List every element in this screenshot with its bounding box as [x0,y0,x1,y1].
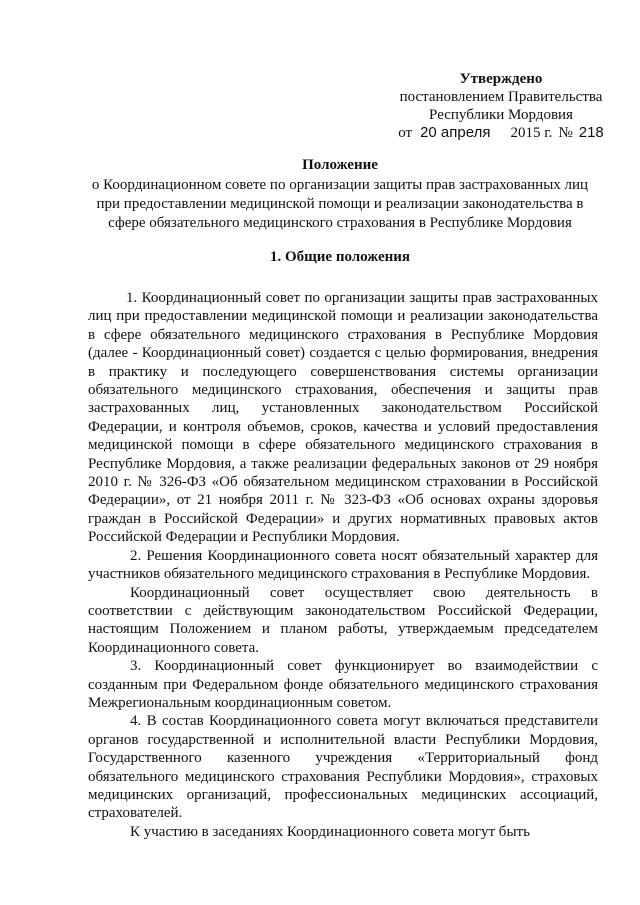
paragraph: Координационный совет осуществляет свою деятельность в соответствии с действующим законодательством Российской Федерации, настоящим Положением и планом работы, утверждаемым председателем Координационного совета. [88,584,598,656]
approval-year: 2015 г. [510,125,553,141]
approval-number: 218 [578,124,604,141]
paragraph: 2. Решения Координационного совета носят обязательный характер для участников обязательного медицинского страхования в Республике Мордовия. [88,547,598,583]
approval-heading: Утверждено [459,71,543,87]
paragraph: К участию в заседаниях Координационного совета могут быть [130,823,530,840]
approval-republic: Республики Мордовия [429,107,573,123]
section-title: 1. Общие положения [269,249,411,265]
paragraph: 4. В состав Координационного совета могут включаться представители органов государственной и исполнительной власти Республики Мордовия, Государственного казенного учреждения «Территориальный фонд обязательного медицинского страхования Республики Мордовия», страховых медицинских организаций, профессиональных медицинских ассоциаций, страхователей. [88,713,598,822]
document-subtitle-line-2: при предоставлении медицинской помощи и реализации законодательства в [96,196,584,212]
approval-day-month: 20 апреля [420,124,491,141]
paragraph: 1. Координационный совет по организации защиты прав застрахованных лиц при предоставлении медицинской помощи и реализации законодательства в сфере обязательного медицинского страхования в Республике Мордовия (далее - Координационный совет) создается с целью формирования, внедрения в практику и последующего совершенствования системы организации обязательного медицинского страхования, обеспечения и защиты прав застрахованных лиц, установленных законодательством Российской Федерации, и контроля объемов, сроков, качества и условий предоставления медицинской помощи в сфере обязательного медицинского страхования в Республике Мордовия, а также реализации федеральных законов от 29 ноября 2010 г. № 326-ФЗ «Об обязательном медицинском страховании в Российской Федерации», от 21 ноября 2011 г. № 323-ФЗ «Об основах охраны здоровья граждан в Российской Федерации» и других нормативных правовых актов Российской Федерации и Республики Мордовия. [88,290,598,546]
paragraph: 3. Координационный совет функционирует во взаимодействии с созданным при Федеральном фонде обязательного медицинского страхования Межрегиональным координационным советом. [88,658,598,711]
document-title: Положение [302,157,378,173]
approval-by-decree: постановлением Правительства [399,89,603,105]
approval-from-label: от [398,125,413,141]
approval-date-row [386,124,616,142]
approval-number-sign: № [558,125,573,141]
document-body [88,289,598,841]
document-subtitle-line-3: сфере обязательного медицинского страхования в Республике Мордовия [108,215,572,231]
document-title-block [60,156,620,233]
document-subtitle-line-1: о Координационном совете по организации защиты прав застрахованных лиц [91,177,589,193]
approval-stamp [386,70,616,142]
